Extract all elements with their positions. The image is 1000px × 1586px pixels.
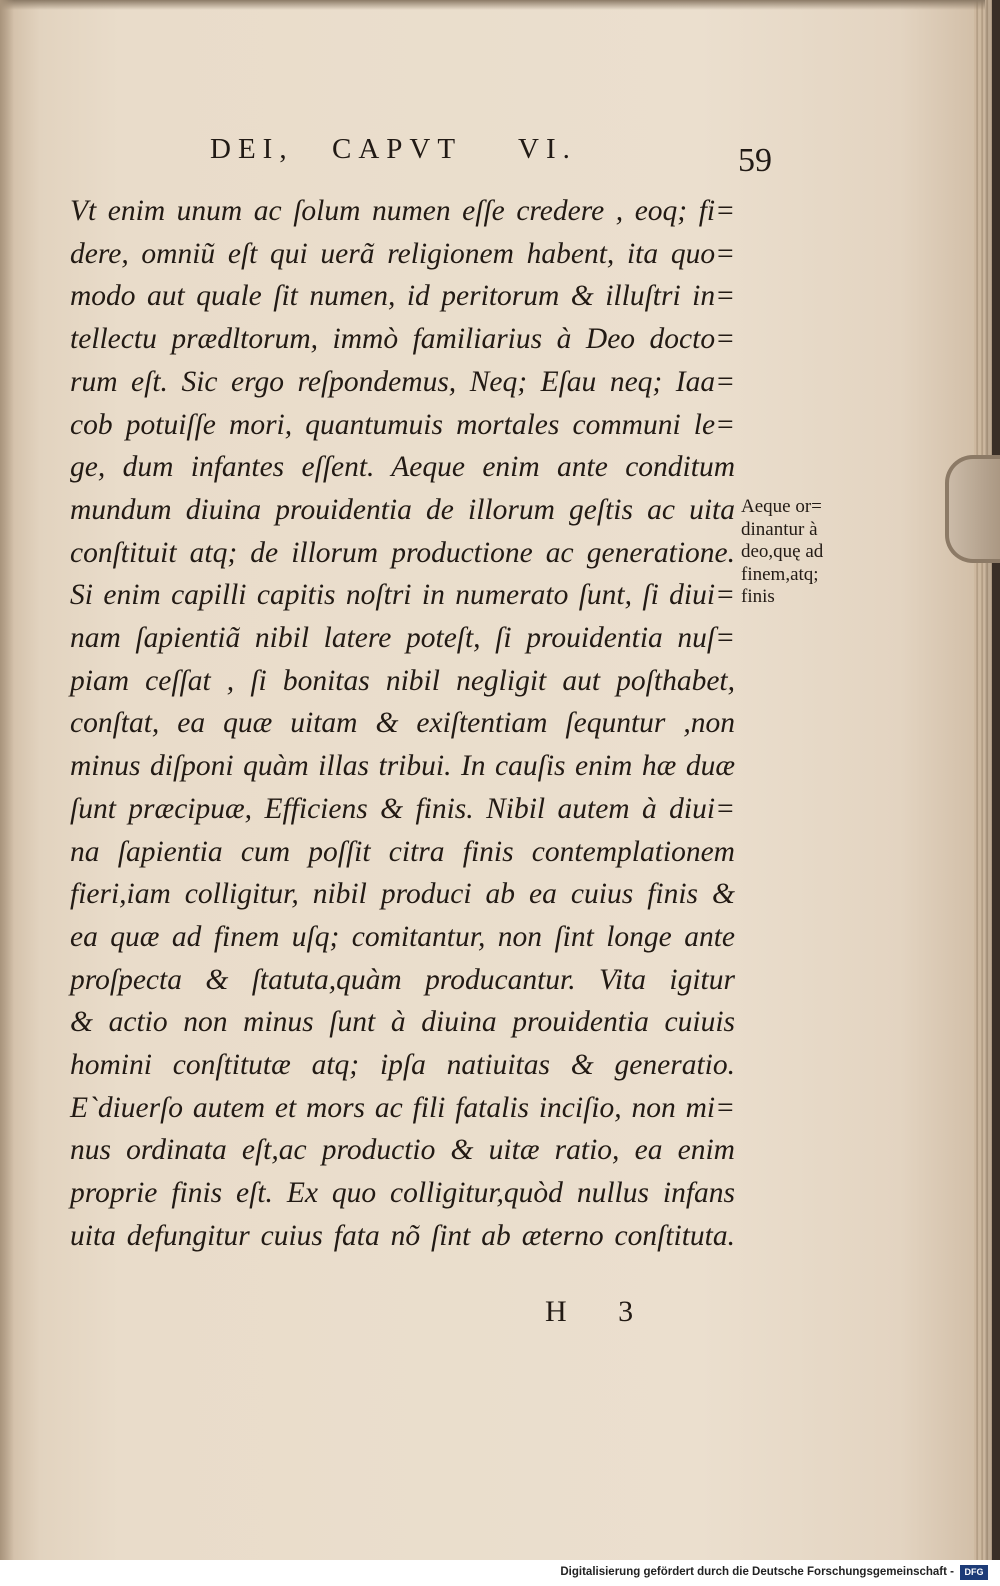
running-header bbox=[210, 133, 590, 173]
margin-note-line: Aeque or= bbox=[741, 496, 822, 517]
top-shadow bbox=[0, 0, 985, 10]
text-line: piam ceſſat , ſi bonitas nibil negligit aut poſthabet, bbox=[70, 664, 735, 697]
text-line: Si enim capilli capitis noſtri in numerato ſunt, ſi diui= bbox=[70, 579, 735, 612]
page-number: 59 bbox=[738, 142, 772, 179]
text-line: rum eſt. Sic ergo reſpondemus, Neq; Eſau neq; Iaa= bbox=[70, 365, 735, 398]
text-line: modo aut quale ſit numen, id peritorum & illuſtri in= bbox=[70, 280, 735, 313]
running-title-part: CAPVT bbox=[332, 133, 463, 165]
running-title-part: VI. bbox=[518, 133, 577, 165]
margin-note-line: deo,quę ad bbox=[741, 541, 824, 562]
text-line: proprie finis eſt. Ex quo colligitur,quòd nullus infans bbox=[70, 1177, 735, 1210]
text-line: cob potuiſſe mori, quantumuis mortales communi le= bbox=[70, 408, 735, 441]
text-line: E`diuerſo autem et mors ac fili fatalis inciſio, non mi= bbox=[70, 1091, 735, 1124]
margin-note-line: dinantur à bbox=[741, 518, 818, 540]
text-line: na ſapientia cum poſſit citra finis contemplationem bbox=[70, 835, 735, 868]
text-line: minus diſponi quàm illas tribui. In cauſis enim hæ duæ bbox=[70, 750, 735, 783]
footer-bar bbox=[0, 1560, 1000, 1586]
body-text bbox=[70, 190, 735, 1258]
text-line: fieri,iam colligitur, nibil produci ab ea cuius finis & bbox=[70, 878, 735, 911]
text-line: & actio non minus ſunt à diuina prouidentia cuiuis bbox=[70, 1006, 735, 1039]
text-line: tellectu prædltorum, immò familiarius à Deo docto= bbox=[70, 323, 735, 356]
funding-credit: Digitalisierung gefördert durch die Deutsche Forschungsgemeinschaft - bbox=[560, 1566, 954, 1578]
text-line: ſunt præcipuæ, Efficiens & finis. Nibil autem à diui= bbox=[70, 792, 735, 825]
text-line: uita defungitur cuius fata nõ ſint ab æterno conſtituta. bbox=[70, 1219, 735, 1252]
text-line: ge, dum infantes eſſent. Aeque enim ante conditum bbox=[70, 451, 735, 484]
text-line: mundum diuina prouidentia de illorum geſtis ac uita bbox=[70, 493, 735, 526]
signature-mark: H 3 bbox=[545, 1295, 656, 1328]
book-clasp bbox=[945, 455, 1000, 563]
text-line: conſtat, ea quæ uitam & exiſtentiam ſequntur ,non bbox=[70, 707, 735, 740]
text-line: Vt enim unum ac ſolum numen eſſe credere , eoq; fi= bbox=[70, 195, 735, 227]
dfg-logo: DFG bbox=[960, 1565, 988, 1580]
text-line: ea quæ ad finem uſq; comitantur, non ſint longe ante bbox=[70, 920, 735, 953]
binding-edge bbox=[992, 0, 1000, 1560]
margin-note-line: finis bbox=[741, 586, 775, 607]
show-through-text bbox=[60, 1300, 270, 1322]
margin-note bbox=[741, 496, 876, 609]
text-line: proſpecta & ſtatuta,quàm producantur. Vita igitur bbox=[70, 963, 735, 996]
text-line: homini conſtitutæ atq; ipſa natiuitas & generatio. bbox=[70, 1049, 735, 1082]
text-line: nus ordinata eſt,ac productio & uitæ ratio, ea enim bbox=[70, 1134, 735, 1167]
text-line: conſtituit atq; de illorum productione ac generatione. bbox=[70, 536, 735, 569]
text-line: nam ſapientiã nibil latere poteſt, ſi prouidentia nuſ= bbox=[70, 622, 735, 655]
text-line: dere, omniũ eſt qui uerã religionem habent, ita quo= bbox=[70, 237, 735, 270]
gutter-shadow bbox=[0, 0, 14, 1560]
running-title-part: DEI, bbox=[210, 133, 294, 165]
margin-note-line: finem,atq; bbox=[741, 563, 819, 585]
